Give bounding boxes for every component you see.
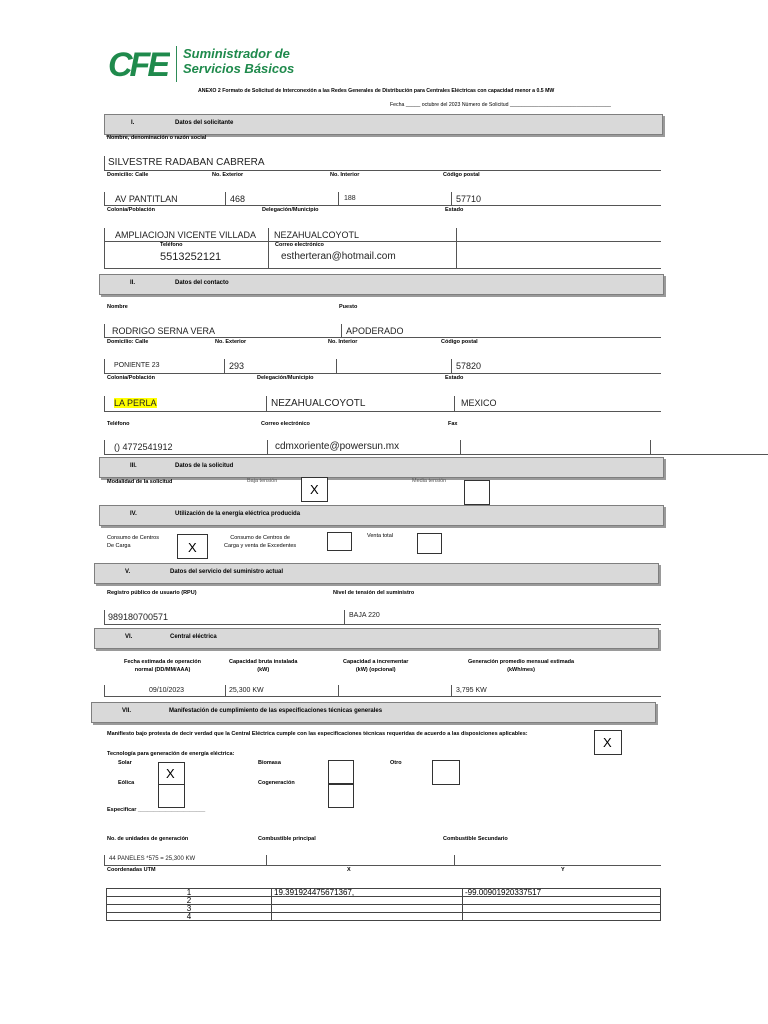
coord-x[interactable] [272,897,463,905]
section-number: II. [130,280,136,286]
underline [104,624,661,625]
field-border [451,192,452,205]
check-mark: X [188,540,197,555]
label-y: Y [561,867,565,873]
label-combustible-principal: Combustible principal [258,836,316,842]
label-line: (kW) (opcional) [355,667,396,673]
field-border [104,359,105,373]
consumo-excedentes-checkbox[interactable] [327,532,352,551]
label-baja-tension: Baja tensión [247,478,278,484]
label-telefono: Teléfono [107,421,130,427]
section-number: IV. [130,511,137,517]
ext-number[interactable]: 468 [230,194,246,204]
coord-x[interactable] [272,913,463,921]
logo-divider [176,46,177,82]
row-number: 4 [107,913,272,921]
label-modalidad: Modalidad de la solicitud [107,479,173,485]
field-border [104,440,105,454]
section-4-header [99,505,664,526]
label-cp: Código postal [443,172,480,178]
field-border [104,228,105,268]
label-estado: Estado [445,207,464,213]
label-int: No. Interior [328,339,358,345]
section-number: VII. [122,708,132,714]
underline [104,205,661,206]
label-eolica: Eólica [118,780,135,786]
label-line: De Carga [107,543,131,549]
label-int: No. Interior [330,172,360,178]
colonia[interactable]: AMPLIACIOJN VICENTE VILLADA [115,230,257,240]
field-border [267,440,268,454]
label-name: Nombre, denominación o razón social [107,135,207,141]
label-domicilio: Domicilio: Calle [107,339,149,345]
contact-estado[interactable]: MEXICO [461,398,497,408]
label-colonia: Colonia/Población [107,375,155,381]
section-title: Datos del servicio del suministro actual [170,569,284,575]
logo-letters: CFE [108,46,167,82]
label-line: normal (DD/MM/AAA) [134,667,191,673]
contact-delegacion[interactable]: NEZAHUALCOYOTL [271,398,366,409]
label-delegacion: Delegación/Municipio [257,375,314,381]
label-line: Generación promedio mensual estimada [468,659,575,665]
label-unidades: No. de unidades de generación [107,836,189,842]
label-colonia: Colonia/Población [107,207,155,213]
delegacion[interactable]: NEZAHUALCOYOTL [274,230,360,240]
section-title: Central eléctrica [170,634,217,640]
label-puesto: Puesto [339,304,358,310]
section-5-header [94,563,659,584]
field-border [266,396,267,411]
field-border [460,440,461,454]
row-number: 1 [107,889,272,897]
label-combustible-secundario: Combustible Secundario [443,836,508,842]
label-capacidad-bruta [229,658,297,674]
coord-y[interactable] [463,897,661,905]
label-delegacion: Delegación/Municipio [262,207,319,213]
coordinates-table [106,888,661,921]
declaration-checkbox[interactable] [594,730,622,755]
consumo-centros-checkbox[interactable] [177,534,208,559]
label-line: Carga y venta de Excedentes [224,543,297,549]
row-number: 2 [107,897,272,905]
label-generacion-mensual [468,658,574,674]
check-mark: X [310,482,319,497]
field-border [266,855,267,865]
check-mark: X [166,766,175,781]
underline [104,268,661,269]
underline [104,454,768,455]
field-border [104,324,105,337]
field-border [454,396,455,411]
logo-line-1: Suministrador de [183,46,290,61]
coord-y[interactable]: -99.00901920337517 [463,889,661,897]
label-line: Consumo de Centros de [230,535,290,541]
email[interactable]: estherteran@hotmail.com [281,251,396,262]
label-tecnologia: Tecnología para generación de energía eléctrica: [107,751,235,757]
field-border [104,396,105,411]
section-number: VI. [125,634,133,640]
label-venta-total: Venta total [367,533,393,539]
field-border [104,685,105,696]
section-title: Datos del contacto [175,280,229,286]
label-fecha-operacion [124,658,201,674]
venta-total-checkbox[interactable] [417,533,442,554]
coord-x[interactable]: 19.391924475671367, [272,889,463,897]
section-title: Datos de la solicitud [175,463,234,469]
coord-x[interactable] [272,905,463,913]
label-nombre: Nombre [107,304,128,310]
label-media-tension: Media tensión [412,478,447,484]
label-nivel-tension: Nivel de tensión del suministro [333,590,415,596]
contact-phone[interactable]: () 4772541912 [114,442,173,452]
underline [104,241,661,242]
label-especificar: Especificar ______________________ [107,807,206,813]
contact-ext[interactable]: 293 [229,361,245,371]
contact-position[interactable]: APODERADO [346,326,404,336]
section-title: Manifestación de cumplimiento de las especificaciones técnicas generales [169,708,383,714]
phone[interactable]: 5513252121 [160,251,222,263]
field-border [650,440,651,454]
underline [104,337,661,338]
underline [104,373,661,374]
label-otro: Otro [390,760,402,766]
otro-checkbox[interactable] [432,760,460,785]
section-6-header [94,628,659,649]
field-border [338,192,339,205]
label-consumo-excedentes [224,534,296,550]
fecha-operacion[interactable]: 09/10/2023 [149,687,185,694]
field-border [104,855,105,865]
biomasa-checkbox[interactable] [328,760,354,784]
label-fax: Fax [448,421,458,427]
annex-title: ANEXO 2 Formato de Solicitud de Interconexión a las Redes Generales de Distribución para Centrales Eléctricas con capacidad menor a 0.5 MW [198,88,555,94]
label-telefono: Teléfono [160,242,183,248]
contact-cp[interactable]: 57820 [456,361,482,371]
label-capacidad-incrementar [343,658,408,674]
underline [104,170,661,171]
label-email: Correo electrónico [275,242,324,248]
section-3-header [99,457,664,478]
label-ext: No. Exterior [215,339,247,345]
street[interactable]: AV PANTITLAN [115,194,178,204]
underline [104,696,661,697]
table-row [107,913,661,921]
field-border [224,359,225,373]
contact-colonia[interactable]: LA PERLA [114,398,157,408]
label-x: X [347,867,351,873]
label-biomasa: Biomasa [258,760,281,766]
underline [104,865,661,866]
field-border [451,685,452,696]
section-7-header [91,702,656,723]
label-cp: Código postal [441,339,478,345]
section-2-header [99,274,664,295]
logo-text [183,46,294,76]
label-line: Capacidad a incrementar [343,659,409,665]
section-number: V. [125,569,131,575]
label-ext: No. Exterior [212,172,244,178]
int-number[interactable]: 188 [344,195,356,202]
field-border [456,228,457,268]
cogeneracion-checkbox[interactable] [328,784,354,808]
field-border [451,359,452,373]
section-title: Datos del solicitante [175,120,234,126]
eolica-checkbox[interactable] [158,784,185,808]
label-line: Consumo de Centros [107,535,159,541]
coord-y[interactable] [463,905,661,913]
rpu[interactable]: 989180700571 [108,612,169,622]
media-tension-checkbox[interactable] [464,480,490,505]
check-mark: X [603,735,612,750]
field-border [454,855,455,865]
date-request-line: Fecha _____ octubre del 2023 Número de Solicitud ___________________________________ [390,102,611,108]
generacion-mensual[interactable]: 3,795 KW [456,687,487,694]
underline [104,411,661,412]
section-number: I. [131,120,135,126]
applicant-name[interactable]: SILVESTRE RADABAN CABRERA [108,157,265,168]
field-border [344,610,345,624]
field-border [104,156,105,170]
capacidad-bruta[interactable]: 25,300 KW [229,687,264,694]
label-cogeneracion: Cogeneración [258,780,295,786]
label-consumo-centros [107,534,159,550]
field-border [104,610,105,624]
label-line: (kW) [257,667,270,673]
postal-code[interactable]: 57710 [456,194,482,204]
section-title: Utilización de la energía eléctrica producida [175,511,301,517]
label-line: Capacidad bruta instalada [229,659,298,665]
field-border [336,359,337,373]
contact-name[interactable]: RODRIGO SERNA VERA [112,326,216,336]
field-border [225,192,226,205]
unidades-generacion[interactable]: 44 PANELES *575 = 25,300 KW [109,856,196,862]
label-line: (kWh/mes) [507,667,535,673]
label-estado: Estado [445,375,464,381]
field-border [104,192,105,205]
logo-line-2: Servicios Básicos [183,61,295,76]
field-border [225,685,226,696]
field-border [338,685,339,696]
label-line: Fecha estimada de operación [124,659,202,665]
section-1-header [104,114,663,135]
label-utm: Coordenadas UTM [107,867,156,873]
section-number: III. [130,463,137,469]
solar-checkbox[interactable] [158,762,185,786]
label-domicilio: Domicilio: Calle [107,172,149,178]
declaration-text: Manifiesto bajo protesta de decir verdad que la Central Eléctrica cumple con las especificaciones técnicas requeridas de acuerdo a las disposiciones aplicables: [107,731,528,737]
nivel-tension[interactable]: BAJA 220 [349,612,380,619]
label-solar: Solar [118,760,132,766]
field-border [341,324,342,337]
contact-street[interactable]: PONIENTE 23 [114,362,160,369]
coord-y[interactable] [463,913,661,921]
label-email: Correo electrónico [261,421,310,427]
baja-tension-checkbox[interactable] [301,477,328,502]
cfe-logo [108,44,170,82]
row-number: 3 [107,905,272,913]
field-border [268,228,269,268]
label-rpu: Registro público de usuario (RPU) [107,590,197,596]
contact-email[interactable]: cdmxoriente@powersun.mx [275,441,400,452]
